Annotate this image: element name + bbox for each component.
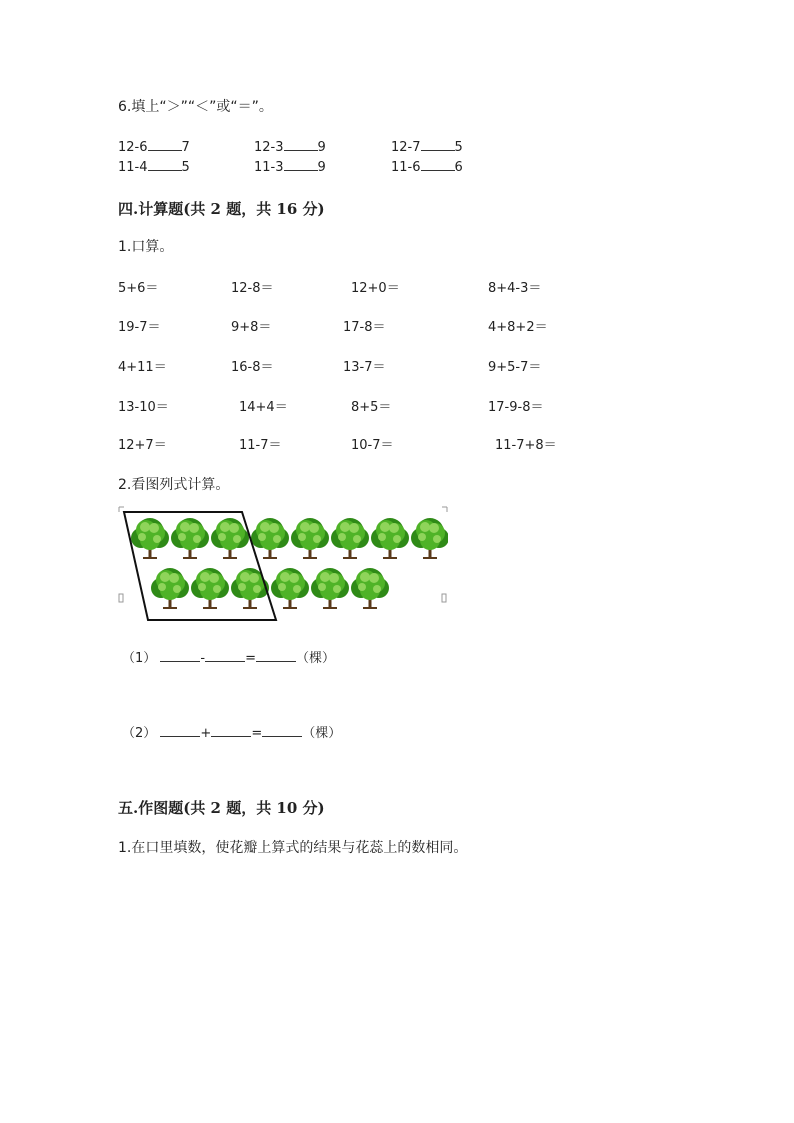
- comparison-item: [118, 138, 190, 155]
- calc-item: 13-7＝: [343, 360, 386, 375]
- comparison-blank[interactable]: [148, 158, 182, 171]
- calc-item: 4+11＝: [118, 360, 167, 375]
- calc-item: 13-10＝: [118, 400, 169, 415]
- comparison-blank[interactable]: [284, 138, 318, 151]
- tree-icon: [211, 518, 249, 559]
- tree-icon: [191, 568, 229, 609]
- fill1-prefix: （1）: [122, 651, 157, 666]
- comparison-right: 9: [317, 140, 326, 155]
- fill1-eq: =: [245, 651, 257, 666]
- fill2-op: +: [200, 726, 212, 741]
- section4-q1-title: 1.口算。: [118, 239, 174, 255]
- calc-item: 14+4＝: [239, 400, 288, 415]
- corner-mark: [119, 594, 123, 602]
- calc-item: 11-7+8＝: [495, 438, 557, 453]
- tree-icon: [271, 568, 309, 609]
- fill-line-2: [122, 722, 341, 741]
- comparison-blank[interactable]: [284, 158, 318, 171]
- fill2-eq: =: [251, 726, 263, 741]
- comparison-blank[interactable]: [148, 138, 182, 151]
- calc-item: 9+8＝: [231, 320, 272, 335]
- comparison-item: [391, 158, 463, 175]
- q6-title: 6.填上“＞”“＜”或“＝”。: [118, 99, 273, 115]
- calc-item: 12-8＝: [231, 281, 274, 296]
- tree-icon: [231, 568, 269, 609]
- comparison-right: 7: [181, 140, 190, 155]
- tree-icon: [331, 518, 369, 559]
- comparison-blank[interactable]: [421, 158, 455, 171]
- tree-icon: [351, 568, 389, 609]
- calc-item: 16-8＝: [231, 360, 274, 375]
- section5-heading: 五.作图题(共 2 题，共 10 分): [118, 799, 325, 817]
- tree-icon: [251, 518, 289, 559]
- section4-heading: 四.计算题(共 2 题，共 16 分): [118, 200, 325, 218]
- tree-icon: [131, 518, 169, 559]
- comparison-right: 5: [454, 140, 463, 155]
- tree-icon: [171, 518, 209, 559]
- calc-item: 17-8＝: [343, 320, 386, 335]
- calc-item: 19-7＝: [118, 320, 161, 335]
- comparison-right: 6: [454, 160, 463, 175]
- fill1-op: -: [200, 651, 206, 666]
- calc-item: 8+5＝: [351, 400, 392, 415]
- fill2-unit: （棵）: [302, 726, 342, 741]
- fill-line-1: [122, 647, 335, 666]
- comparison-right: 9: [317, 160, 326, 175]
- comparison-left: 12-3: [254, 140, 284, 155]
- fill1-blank-b[interactable]: [205, 649, 245, 662]
- comparison-item: [254, 138, 326, 155]
- fill1-blank-c[interactable]: [256, 649, 296, 662]
- tree-picture: [118, 506, 448, 628]
- comparison-item: [118, 158, 190, 175]
- comparison-left: 11-6: [391, 160, 421, 175]
- comparison-blank[interactable]: [421, 138, 455, 151]
- comparison-item: [391, 138, 463, 155]
- comparison-right: 5: [181, 160, 190, 175]
- fill2-prefix: （2）: [122, 726, 157, 741]
- calc-item: 11-7＝: [239, 438, 282, 453]
- fill2-blank-b[interactable]: [211, 724, 251, 737]
- tree-icon: [371, 518, 409, 559]
- tree-icon: [311, 568, 349, 609]
- corner-mark: [442, 594, 446, 602]
- corner-mark: [442, 507, 447, 512]
- fill2-blank-c[interactable]: [262, 724, 302, 737]
- tree-icon: [291, 518, 329, 559]
- tree-icon: [411, 518, 448, 559]
- calc-item: 10-7＝: [351, 438, 394, 453]
- comparison-item: [254, 158, 326, 175]
- comparison-left: 11-4: [118, 160, 148, 175]
- fill2-blank-a[interactable]: [160, 724, 200, 737]
- section5-q1-text: 1.在口里填数，使花瓣上算式的结果与花蕊上的数相同。: [118, 840, 468, 856]
- fill1-unit: （棵）: [296, 651, 336, 666]
- calc-item: 5+6＝: [118, 281, 159, 296]
- comparison-left: 12-7: [391, 140, 421, 155]
- comparison-left: 11-3: [254, 160, 284, 175]
- tree-icon: [151, 568, 189, 609]
- calc-item: 8+4-3＝: [488, 281, 542, 296]
- calc-item: 12+0＝: [351, 281, 400, 296]
- calc-item: 17-9-8＝: [488, 400, 544, 415]
- tree-picture-svg: [118, 506, 448, 628]
- calc-item: 12+7＝: [118, 438, 167, 453]
- fill1-blank-a[interactable]: [160, 649, 200, 662]
- section4-q2-title: 2.看图列式计算。: [118, 477, 230, 493]
- calc-item: 4+8+2＝: [488, 320, 548, 335]
- calc-item: 9+5-7＝: [488, 360, 542, 375]
- comparison-left: 12-6: [118, 140, 148, 155]
